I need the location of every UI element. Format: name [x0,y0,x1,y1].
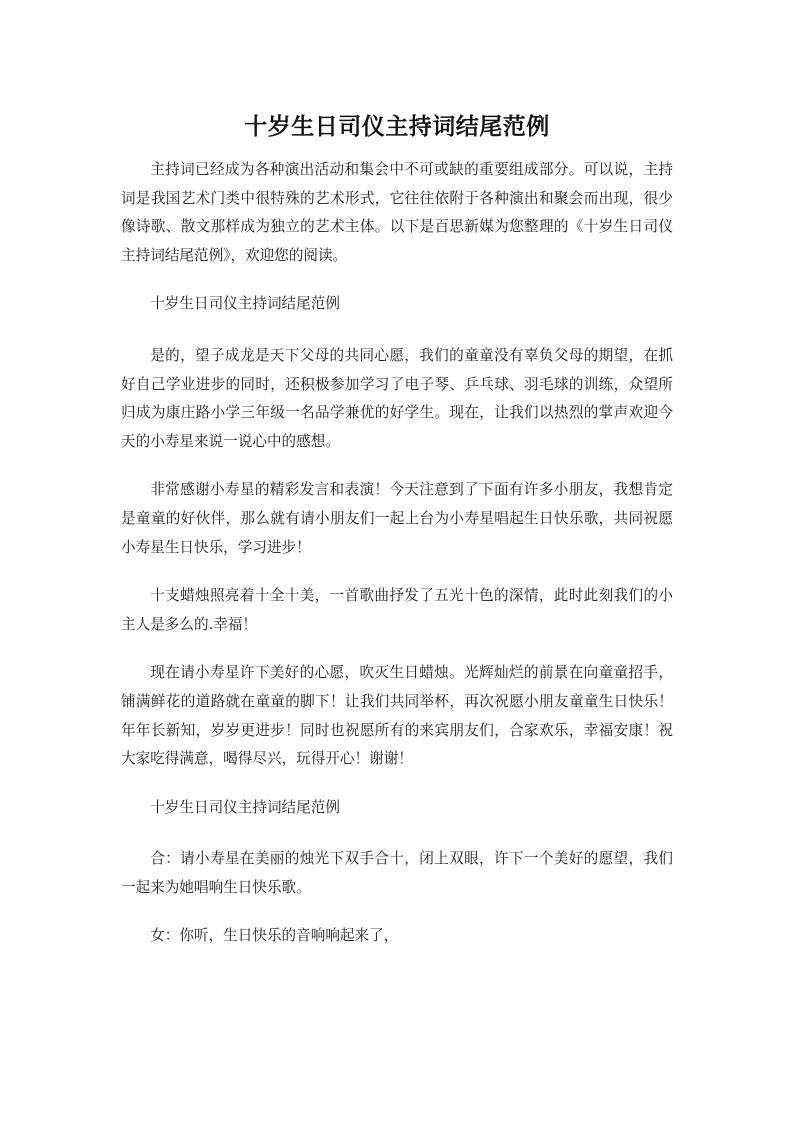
section-heading: 十岁生日司仪主持词结尾范例 [150,798,340,816]
body-paragraph: 非常感谢小寿星的精彩发言和表演！今天注意到了下面有许多小朋友，我想肯定是童童的好伙伴，那么就有请小朋友们一起上台为小寿星唱起生日快乐歌，共同祝愿小寿星生日快乐，学习进步！ [121,481,673,556]
body-paragraph: 是的，望子成龙是天下父母的共同心愿，我们的童童没有辜负父母的期望，在抓好自己学业进步的同时，还积极参加学习了电子琴、乒乓球、羽毛球的训练，众望所归成为康庄路小学三年级一名品学兼优的好学生。现在，让我们以热烈的掌声欢迎今天的小寿星来说一说心中的感想。 [121,346,673,450]
intro-paragraph: 主持词已经成为各种演出活动和集会中不可或缺的重要组成部分。可以说，主持词是我国艺术门类中很特殊的艺术形式，它往往依附于各种演出和聚会而出现，很少像诗歌、散文那样成为独立的艺术主体。以下是百思新媒为您整理的《十岁生日司仪主持词结尾范例》，欢迎您的阅读。 [121,161,673,264]
document-body [121,156,673,971]
body-paragraph: 合：请小寿星在美丽的烛光下双手合十，闭上双眼，许下一个美好的愿望，我们一起来为她唱响生日快乐歌。 [121,850,673,896]
document-title: 十岁生日司仪主持词结尾范例 [244,114,550,140]
section-heading: 十岁生日司仪主持词结尾范例 [150,295,340,313]
body-paragraph: 十支蜡烛照亮着十全十美，一首歌曲抒发了五光十色的深情，此时此刻我们的小主人是多么的.幸福！ [121,587,673,633]
body-paragraph: 现在请小寿星许下美好的心愿，吹灭生日蜡烛。光辉灿烂的前景在向童童招手，铺满鲜花的道路就在童童的脚下！让我们共同举杯，再次祝愿小朋友童童生日快乐！年年长新知，岁岁更进步！同时也祝愿所有的来宾朋友们，合家欢乐，幸福安康！祝大家吃得满意，喝得尽兴，玩得开心！谢谢！ [121,664,673,768]
body-paragraph: 女：你听，生日快乐的音响响起来了， [150,927,399,945]
